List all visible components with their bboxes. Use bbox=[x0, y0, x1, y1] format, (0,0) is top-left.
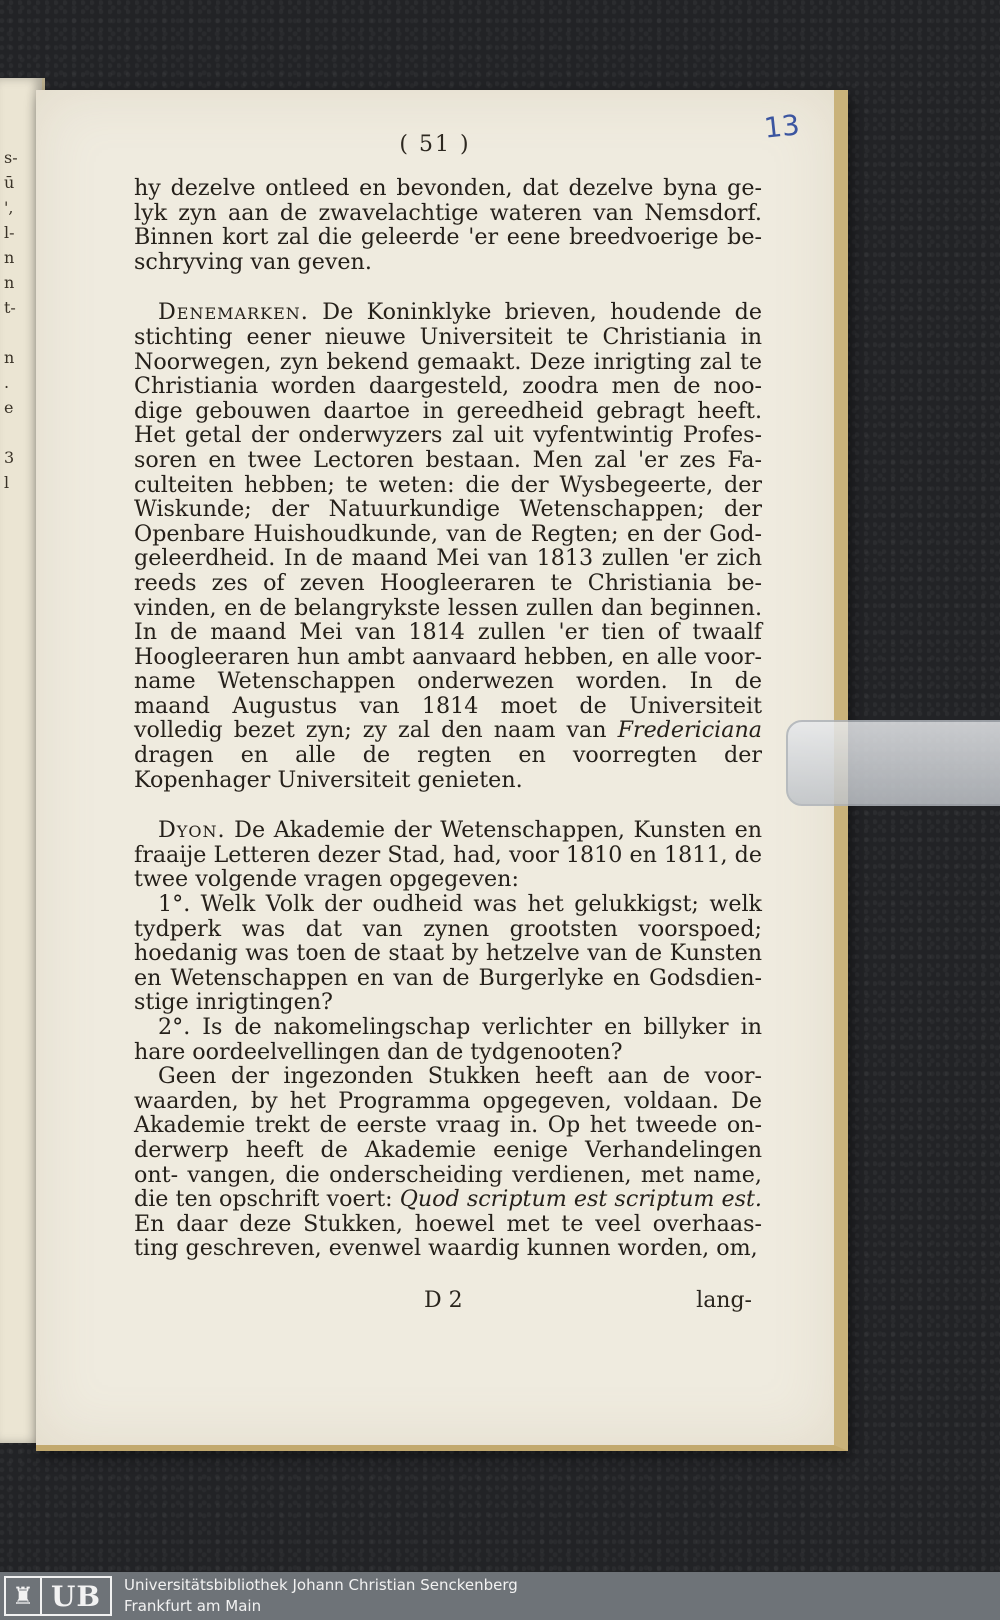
library-banner bbox=[0, 1572, 1000, 1620]
left-page-fragment: n bbox=[4, 248, 15, 267]
library-crest-icon: ♜ bbox=[6, 1578, 42, 1614]
left-page-fragment: ', bbox=[4, 198, 14, 217]
page-number: ( 51 ) bbox=[399, 132, 471, 157]
left-page-fragment: . bbox=[4, 373, 10, 392]
handwritten-folio-number: 13 bbox=[762, 108, 802, 145]
section-heading: Denemarken. bbox=[158, 299, 309, 326]
page-body bbox=[134, 176, 762, 1261]
paragraph-text: De Akademie der Wetenschappen, Kunsten en fraaije Letteren dezer Stad, had, voor 1810 en 1811, de twee volgende vragen opgegeven: bbox=[134, 817, 762, 893]
paragraph-text: Geen der ingezonden Stukken heeft aan de voor- waarden, by het Programma opgegeven, voldaan. De Akademie trekt de eerste vraag in. Op het tweede on- derwerp heeft de Akademie eenige Verhandelingen ont- vangen, die onderscheiding verdienen, met name, die ten opschrift voert: bbox=[134, 1063, 762, 1213]
paragraph-text: En daar deze Stukken, hoewel met te veel overhaas- ting geschreven, evenwel waardig kunnen worden, om, bbox=[134, 1210, 762, 1262]
left-page-fragment: n bbox=[4, 348, 15, 367]
paragraph-result bbox=[134, 1064, 762, 1261]
paragraph-dyon bbox=[134, 818, 762, 892]
paragraph-denemarken bbox=[134, 300, 762, 792]
left-page-fragment: ū bbox=[4, 173, 15, 192]
left-page-fragment: t- bbox=[4, 298, 16, 317]
left-page-fragment: l- bbox=[4, 223, 15, 242]
logo-text: UB bbox=[50, 1579, 102, 1613]
left-page-fragment: 3 bbox=[4, 448, 15, 467]
paragraph-text: De Koninklyke brieven, houdende de stichting eener nieuwe Universiteit te Christiania in Noorwegen, zyn bekend gemaakt. Deze inrigting zal te Christiania worden daargesteld, zoodra men de noo- dige gebouwen daartoe in gereedheid gebragt heeft. Het getal der onderwyzers zal uit vyfentwintig Profes- soren en twee Lectoren bestaan. Men zal 'er zes Fa- culteiten hebben; te weten: die der Wysbegeerte, der Wiskunde; der Natuurkundige Wetenschappen; der Openbare Huishoudkunde, van de Regten; en der God- geleerdheid. In de maand Mei van 1813 zullen 'er zich reeds zes of zeven Hoogleeraren te Christiania be- vinden, en de belangrykste lessen zullen dan beginnen. In de maand Mei van 1814 zullen 'er tien of twaalf Hoogleeraren hun ambt aanvaard hebben, en alle voor- name Wetenschappen onderwezen worden. In de maand Augustus van 1814 moet de Universiteit volledig bezet zyn; zy zal den naam van bbox=[134, 299, 762, 744]
paragraph-question-1 bbox=[134, 892, 762, 1015]
bookmark-strip bbox=[786, 720, 1000, 806]
paragraph-text: dragen en alle de regten en voorregten der Kopenhager Universiteit genieten. bbox=[134, 742, 762, 793]
catchword: lang- bbox=[696, 1288, 752, 1313]
paragraph-text: 1°. Welk Volk der oudheid was het gelukkigst; welk tydperk was dat van zynen grootsten voorspoed; hoedanig was toen de staat by hetzelve van de Kunsten en Wetenschappen en van de Burgerlyke en Godsdien- stige inrigtingen? bbox=[134, 891, 762, 1016]
italic-text: Quod scriptum est scriptum est. bbox=[399, 1186, 762, 1213]
paragraph-text: 2°. Is de nakomelingschap verlichter en billyker in hare oordeelvellingen dan de tydgenooten? bbox=[134, 1014, 762, 1065]
section-heading: Dyon. bbox=[158, 817, 226, 844]
paragraph-question-2 bbox=[134, 1015, 762, 1064]
ub-logo[interactable] bbox=[4, 1576, 112, 1616]
left-page-fragment: s- bbox=[4, 148, 18, 167]
library-location: Frankfurt am Main bbox=[124, 1597, 262, 1615]
italic-text: Fredericiana bbox=[617, 717, 762, 744]
library-name: Universitätsbibliothek Johann Christian Senckenberg bbox=[124, 1576, 518, 1594]
left-page-fragment: l bbox=[4, 473, 10, 492]
paragraph-text: hy dezelve ontleed en bevonden, dat dezelve byna ge- lyk zyn aan de zwavelachtige wateren van Nemsdorf. Binnen kort zal die geleerde 'er eene breedvoerige be- schryving van geven. bbox=[134, 175, 762, 275]
paragraph bbox=[134, 176, 762, 274]
left-page-fragment: n bbox=[4, 273, 15, 292]
book-page bbox=[36, 90, 848, 1451]
signature-mark: D 2 bbox=[424, 1288, 463, 1313]
left-page-fragment: e bbox=[4, 398, 14, 417]
